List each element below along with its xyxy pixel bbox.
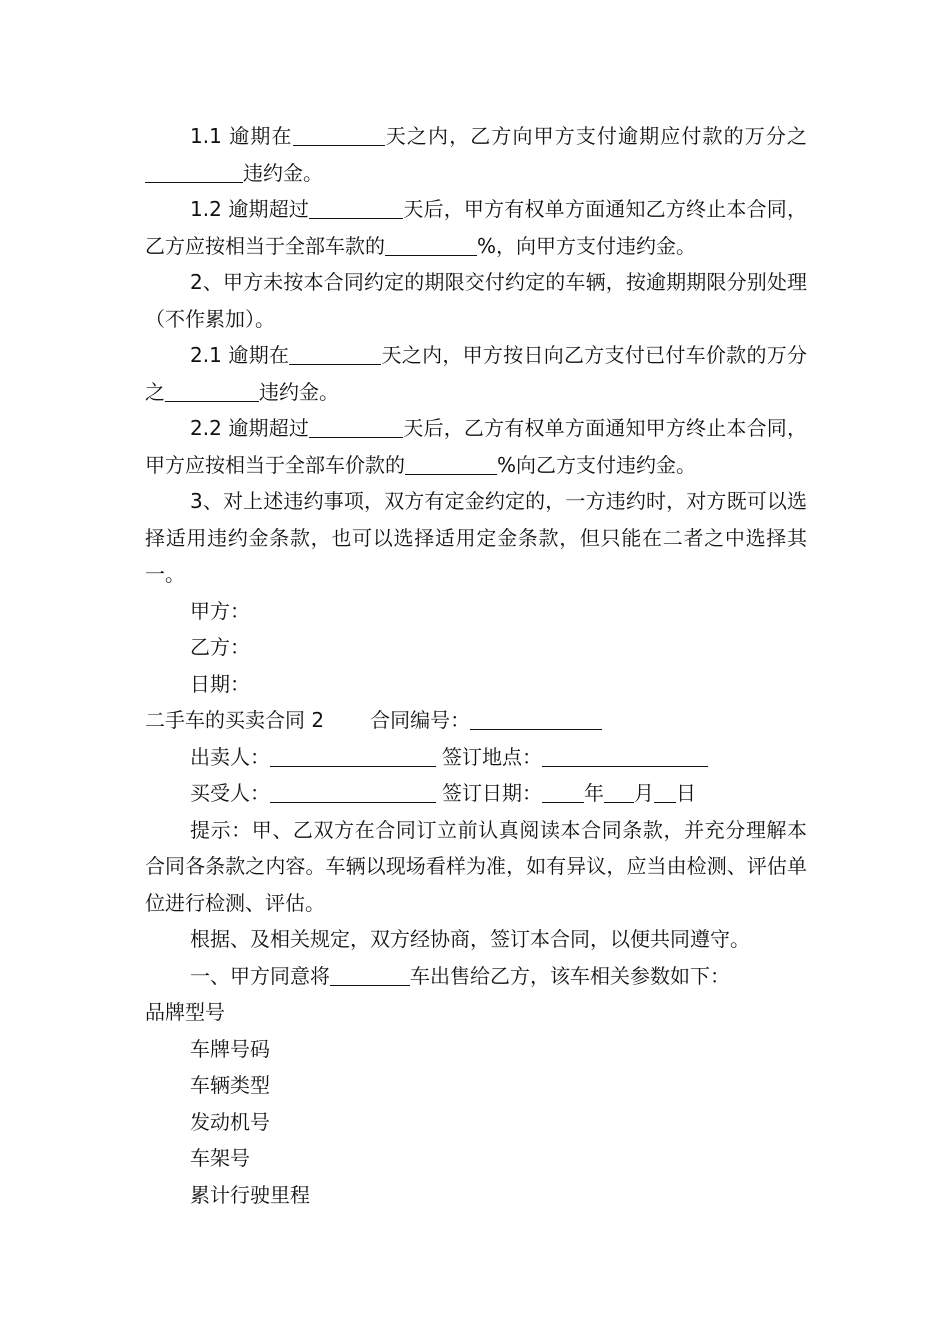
sign-place-field[interactable] — [542, 744, 708, 767]
param-brand-model: 品牌型号 — [145, 1000, 225, 1024]
blank-percent[interactable] — [405, 452, 497, 475]
blank-days[interactable] — [309, 196, 403, 219]
notice-paragraph: 提示：甲、乙双方在合同订立前认真阅读本合同条款，并充分理解本合同各条款之内容。车辆以现场看样为准，如有异议，应当由检测、评估单位进行检测、评估。 — [145, 817, 807, 915]
article-1: 一、甲方同意将 车出售给乙方，该车相关参数如下： — [190, 963, 730, 988]
param-mileage: 累计行驶里程 — [190, 1182, 310, 1207]
contract-number-label: 合同编号： — [370, 708, 471, 732]
blank-days[interactable] — [289, 342, 381, 365]
buyer-field[interactable] — [270, 780, 436, 803]
signature-date: 日期： — [190, 671, 250, 696]
param-frame-number: 车架号 — [190, 1146, 250, 1170]
param-plate-number: 车牌号码 — [190, 1036, 270, 1061]
param-engine-number: 发动机号 — [190, 1109, 270, 1134]
clause-2: 2、甲方未按本合同约定的期限交付约定的车辆，按逾期期限分别处理（不作累加）。 — [145, 270, 807, 331]
blank-percent[interactable] — [385, 233, 477, 256]
vehicle-field[interactable] — [330, 963, 410, 986]
clause-1-2: 1.2 逾期超过 天后，甲方有权单方面通知乙方终止本合同，乙方应按相当于全部车款的 %，向甲方支付违约金。 — [145, 197, 808, 258]
signature-party-b: 乙方： — [190, 635, 250, 659]
clause-2-2: 2.2 逾期超过 天后，乙方有权单方面通知甲方终止本合同，甲方应按相当于全部车价款的 %向乙方支付违约金。 — [145, 416, 808, 477]
seller-field[interactable] — [270, 744, 436, 767]
signature-party-a: 甲方： — [190, 598, 250, 623]
param-vehicle-type: 车辆类型 — [190, 1073, 270, 1097]
contract-number-field[interactable] — [470, 707, 602, 730]
year-field[interactable] — [542, 780, 584, 803]
seller-row: 出卖人： 签订地点： — [145, 739, 807, 776]
blank-rate[interactable] — [145, 160, 243, 183]
clause-2-1: 2.1 逾期在 天之内，甲方按日向乙方支付已付车价款的万分之 违约金。 — [145, 343, 808, 404]
buyer-row: 买受人： 签订日期： 年 月 日 — [190, 781, 696, 805]
contract2-header — [145, 702, 807, 739]
blank-days[interactable] — [309, 415, 403, 438]
clause-1-1: 1.1 逾期在 天之内，乙方向甲方支付逾期应付款的万分之违约金。 — [145, 118, 807, 191]
basis-paragraph: 根据、及相关规定，双方经协商，签订本合同，以便共同遵守。 — [190, 927, 750, 951]
month-field[interactable] — [604, 780, 634, 803]
document-page — [145, 118, 807, 1213]
blank-rate[interactable] — [165, 379, 259, 402]
contract2-title: 二手车的买卖合同 2 — [145, 708, 325, 732]
clause-3: 3、对上述违约事项，双方有定金约定的，一方违约时，对方既可以选择适用违约金条款，也可以选择适用定金条款，但只能在二者之中选择其一。 — [145, 489, 807, 586]
blank-days[interactable] — [293, 123, 385, 146]
day-field[interactable] — [654, 780, 676, 803]
